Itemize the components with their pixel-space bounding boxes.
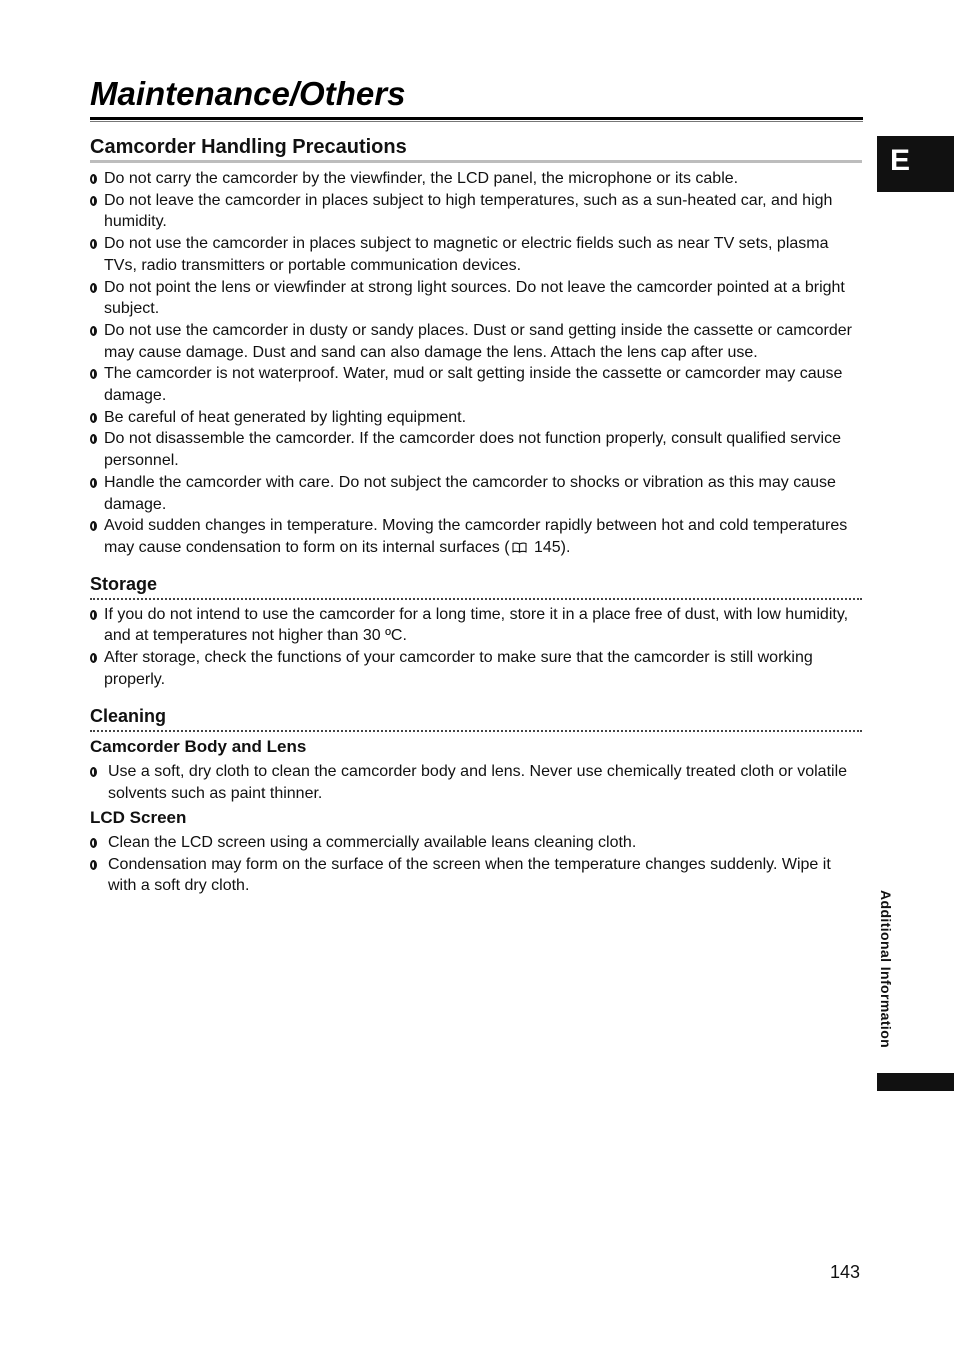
list-item: Do not point the lens or viewfinder at strong light sources. Do not leave the camcorder pointed at a bright subject. (90, 277, 862, 320)
circle-bullet-icon (90, 521, 97, 531)
circle-bullet-icon (90, 326, 97, 336)
page-title: Maintenance/Others (90, 75, 406, 112)
title-rule (90, 117, 863, 120)
precautions-list (90, 168, 862, 559)
language-tab: E (877, 136, 954, 192)
list-item: Do not use the camcorder in dusty or sandy places. Dust or sand getting inside the cassette or camcorder may cause damage. Dust and sand can also damage the lens. Attach the lens cap after use. (90, 320, 862, 363)
list-item: Do not disassemble the camcorder. If the camcorder does not function properly, consult qualified service personnel. (90, 428, 862, 471)
list-item: The camcorder is not waterproof. Water, mud or salt getting inside the cassette or camcorder may cause damage. (90, 363, 862, 406)
circle-bullet-icon (90, 196, 97, 206)
lcd-screen-list (90, 832, 862, 897)
lcd-screen-heading: LCD Screen (90, 807, 187, 827)
list-item: Condensation may form on the surface of the screen when the temperature changes suddenly. Wipe it with a soft dry cloth. (90, 854, 862, 897)
cleaning-heading: Cleaning (90, 705, 862, 732)
circle-bullet-icon (90, 369, 97, 379)
list-item: Clean the LCD screen using a commercially available leans cleaning cloth. (90, 832, 862, 854)
circle-bullet-icon (90, 434, 97, 444)
list-item: Use a soft, dry cloth to clean the camcorder body and lens. Never use chemically treated cloth or volatile solvents such as paint thinner. (90, 761, 862, 804)
storage-list (90, 604, 862, 691)
circle-bullet-icon (90, 767, 97, 777)
circle-bullet-icon (90, 838, 97, 848)
body-lens-list (90, 761, 862, 804)
page-content (90, 134, 862, 897)
circle-bullet-icon (90, 413, 97, 423)
side-bar-marker (877, 1073, 954, 1091)
page-number: 143 (830, 1262, 861, 1282)
list-item: Avoid sudden changes in temperature. Moving the camcorder rapidly between hot and cold temperatures may cause condensation to form on its internal surfaces ( 145). (90, 515, 862, 558)
circle-bullet-icon (90, 283, 97, 293)
book-icon (512, 542, 527, 553)
circle-bullet-icon (90, 610, 97, 620)
list-item: Be careful of heat generated by lighting equipment. (90, 407, 862, 429)
precautions-heading: Camcorder Handling Precautions (90, 134, 862, 163)
circle-bullet-icon (90, 239, 97, 249)
list-item: Do not carry the camcorder by the viewfinder, the LCD panel, the microphone or its cable. (90, 168, 862, 190)
circle-bullet-icon (90, 174, 97, 184)
storage-heading: Storage (90, 573, 862, 600)
list-item: After storage, check the functions of your camcorder to make sure that the camcorder is still working properly. (90, 647, 862, 690)
circle-bullet-icon (90, 860, 97, 870)
body-lens-heading: Camcorder Body and Lens (90, 737, 307, 757)
circle-bullet-icon (90, 653, 97, 663)
list-item: Do not use the camcorder in places subject to magnetic or electric fields such as near TV sets, plasma TVs, radio transmitters or portable communication devices. (90, 233, 862, 276)
section-side-label: Additional Information (878, 890, 894, 1049)
title-rule-thin (90, 121, 863, 122)
circle-bullet-icon (90, 478, 97, 488)
list-item: If you do not intend to use the camcorder for a long time, store it in a place free of dust, with low humidity, and at temperatures not higher than 30 ºC. (90, 604, 862, 647)
list-item: Do not leave the camcorder in places subject to high temperatures, such as a sun-heated car, and high humidity. (90, 190, 862, 233)
list-item: Handle the camcorder with care. Do not subject the camcorder to shocks or vibration as this may cause damage. (90, 472, 862, 515)
